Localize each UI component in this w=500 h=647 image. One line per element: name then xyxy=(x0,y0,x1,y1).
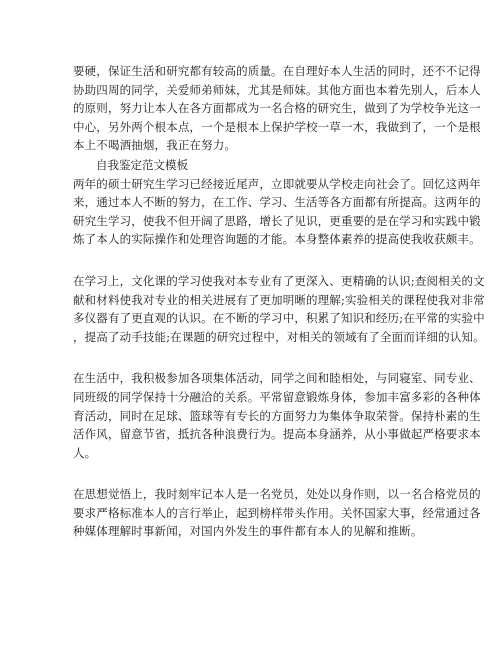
paragraph-line: 多仪器有了更直观的认识。在不断的学习中，积累了知识和经历;在平常的实验中 xyxy=(73,311,485,326)
paragraph-5 xyxy=(73,485,481,541)
paragraph-4 xyxy=(73,369,481,462)
paragraph-1 xyxy=(73,62,481,155)
paragraph-line: 炼了本人的实际操作和处理咨询题的才能。本身整体素养的提高使我收获颇丰。 xyxy=(73,232,481,247)
paragraph-line: 献和材料使我对专业的相关进展有了更加明晰的理解;实验相关的课程使我对非常 xyxy=(73,292,485,307)
paragraph-line: 协助四周的同学，关爱师弟师妹，尤其是师妹。其他方面也本着先别人，后本人 xyxy=(73,82,481,97)
paragraph-3 xyxy=(73,272,485,346)
paragraph-line: 在学习上，文化课的学习使我对本专业有了更深入、更精确的认识;查阅相关的文 xyxy=(73,273,485,288)
paragraph-line: 活作风，留意节省，抵抗各种浪费行为。提高本身涵养，从小事做起严格要求本 xyxy=(73,427,481,442)
document-page xyxy=(73,62,485,541)
paragraph-line: 的原则，努力让本人在各方面都成为一名合格的研究生，做到了为学校争光这一 xyxy=(73,101,481,116)
paragraph-line: 本上不喝酒抽烟，我正在努力。 xyxy=(73,138,237,153)
paragraph-line: 要求严格标准本人的言行举止，起到榜样带头作用。关怀国家大事，经常通过各 xyxy=(73,505,481,520)
paragraph-line: 人。 xyxy=(73,445,97,460)
paragraph-line: 两年的硕士研究生学习已经接近尾声，立即就要从学校走向社会了。回忆这两年 xyxy=(73,176,481,191)
paragraph-line: ，提高了动手技能;在课题的研究过程中，对相关的领域有了全面而详细的认知。 xyxy=(73,329,485,344)
paragraph-line: 育活动，同时在足球、篮球等有专长的方面努力为集体争取荣誉。保持朴素的生 xyxy=(73,408,481,423)
paragraph-line: 来，通过本人不断的努力，在工作、学习、生活等各方面都有所提高。这两年的 xyxy=(73,195,481,210)
paragraph-line: 同班级的同学保持十分融洽的关系。平常留意锻炼身体，参加丰富多彩的各种体 xyxy=(73,389,481,404)
section-heading: 自我鉴定范文模板 xyxy=(96,157,188,172)
paragraph-2 xyxy=(73,175,481,249)
paragraph-line: 要硬，保证生活和研究都有较高的质量。在自理好本人生活的同时，还不不记得 xyxy=(73,64,481,78)
paragraph-line: 在生活中，我积极参加各项集体活动，同学之间和睦相处，与同寝室、同专业、 xyxy=(73,371,481,386)
paragraph-line: 种媒体理解时事新闻，对国内外发生的事件都有本人的见解和推断。 xyxy=(73,524,423,539)
paragraph-line: 研究生学习，使我不但开阔了思路，增长了见识，更重要的是在学习和实践中锻 xyxy=(73,213,481,228)
paragraph-line: 在思想觉悟上，我时刻牢记本人是一名党员，处处以身作则，以一名合格党员的 xyxy=(73,487,481,502)
paragraph-line: 中心，另外两个根本点，一个是根本上保护学校一草一木，我做到了，一个是根 xyxy=(73,119,481,134)
